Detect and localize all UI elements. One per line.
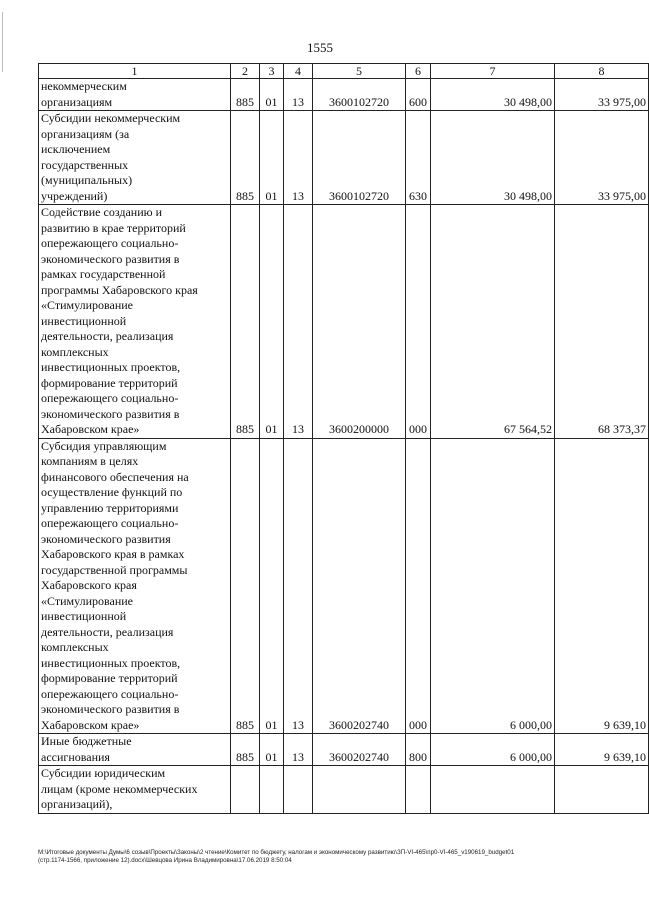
cell-c8: 9 639,10	[555, 438, 649, 734]
row-name-line: опережающего социально-	[41, 391, 179, 405]
cell-c8	[555, 766, 649, 814]
row-name-line: деятельности, реализация	[41, 624, 174, 639]
cell-c2: 885	[231, 79, 260, 111]
footer-info-line: (стр.1174-1566, приложение 12).docx\Шевцова Ирина Владимировна\17.06.2019 8:50:04	[38, 857, 292, 864]
row-name-line: экономического развития в	[41, 251, 180, 266]
row-name-line: инвестиционной	[41, 609, 127, 623]
cell-c7	[431, 766, 555, 814]
row-name-line: формирование территорий	[41, 375, 178, 390]
table-row	[39, 438, 649, 734]
budget-table	[38, 63, 649, 814]
cell-c7: 67 564,52	[431, 205, 555, 439]
document-footer	[38, 849, 628, 865]
row-name-cell	[39, 734, 231, 766]
row-name-line: организациям (за	[41, 126, 130, 141]
table-row	[39, 766, 649, 814]
cell-c8: 9 639,10	[555, 734, 649, 766]
row-name-line: исключением	[41, 142, 111, 156]
row-name-line: опережающего социально-	[41, 516, 179, 530]
row-name-line: инвестиционных проектов,	[41, 655, 181, 670]
row-name-cell	[39, 205, 231, 439]
cell-c7: 30 498,00	[431, 79, 555, 111]
row-name-line: развитию в крае территорий	[41, 220, 186, 235]
cell-c5: 3600202740	[313, 438, 406, 734]
footer-path-line: M:\Итоговые документы Думы\6 созыв\Проекты\Законы\2 чтение\Комитет по бюджету, налогам и экономическому развитию\ЗП-VI-465\пр0-VI-465_v190619_budget01	[38, 849, 515, 856]
row-name-line: Содействие созданию и	[41, 205, 163, 219]
row-name-line: компаниям в целях	[41, 454, 139, 468]
row-name-line: некоммерческим	[41, 79, 127, 93]
row-name-line: формирование территорий	[41, 671, 178, 685]
row-name-line: инвестиционных проектов,	[41, 360, 181, 374]
row-name-line: Субсидия управляющим	[41, 438, 167, 453]
row-name-line: организаций),	[41, 797, 113, 811]
cell-c6: 630	[406, 111, 431, 205]
cell-c5: 3600200000	[313, 205, 406, 439]
cell-c2: 885	[231, 205, 260, 439]
col-header: 4	[284, 64, 313, 79]
cell-c2: 885	[231, 111, 260, 205]
row-name-line: организациям	[41, 94, 113, 109]
cell-c8: 33 975,00	[555, 111, 649, 205]
row-name-line: Субсидии некоммерческим	[41, 111, 181, 125]
table-row	[39, 111, 649, 205]
row-name-line: Хабаровского края в рамках	[41, 547, 185, 561]
col-header: 8	[555, 64, 649, 79]
cell-c7: 6 000,00	[431, 734, 555, 766]
col-header: 7	[431, 64, 555, 79]
col-header: 3	[260, 64, 284, 79]
row-name-line: экономического развития в	[41, 702, 180, 716]
cell-c5: 3600102720	[313, 111, 406, 205]
cell-c6: 600	[406, 79, 431, 111]
row-name-line: Иные бюджетные	[41, 734, 132, 748]
cell-c6: 000	[406, 205, 431, 439]
cell-c2: 885	[231, 734, 260, 766]
table-row	[39, 79, 649, 111]
row-name-line: инвестиционной	[41, 313, 127, 328]
row-name-line: опережающего социально-	[41, 686, 179, 701]
row-name-line: Хабаровском крае»	[41, 422, 140, 436]
row-name-line: учреждений)	[41, 188, 108, 203]
row-name-line: комплексных	[41, 344, 109, 359]
cell-c4: 13	[284, 734, 313, 766]
row-name-line: государственной программы	[41, 562, 188, 577]
row-name-line: экономического развития	[41, 531, 171, 546]
cell-c2	[231, 766, 260, 814]
row-name-line: «Стимулирование	[41, 298, 133, 312]
cell-c7: 30 498,00	[431, 111, 555, 205]
row-name-line: осуществление функций по	[41, 485, 183, 499]
row-name-line: комплексных	[41, 640, 109, 654]
cell-c4: 13	[284, 111, 313, 205]
cell-c8: 68 373,37	[555, 205, 649, 439]
col-header: 6	[406, 64, 431, 79]
table-row	[39, 734, 649, 766]
row-name-line: управлению территориями	[41, 500, 179, 515]
row-name-line: лицам (кроме некоммерческих	[41, 781, 198, 796]
row-name-line: Хабаровского края	[41, 578, 137, 592]
col-header: 5	[313, 64, 406, 79]
row-name-line: Хабаровском крае»	[41, 717, 140, 732]
row-name-line: Субсидии юридическим	[41, 766, 166, 780]
row-name-line: финансового обеспечения на	[41, 469, 189, 484]
cell-c6: 800	[406, 734, 431, 766]
col-header: 2	[231, 64, 260, 79]
row-name-line: ассигнования	[41, 749, 110, 764]
cell-c3: 01	[260, 79, 284, 111]
cell-c2: 885	[231, 438, 260, 734]
row-name-cell	[39, 79, 231, 111]
row-name-line: рамках государственной	[41, 267, 166, 281]
cell-c4: 13	[284, 79, 313, 111]
cell-c3: 01	[260, 111, 284, 205]
cell-c6: 000	[406, 438, 431, 734]
cell-c3: 01	[260, 205, 284, 439]
col-header: 1	[39, 64, 231, 79]
row-name-line: «Стимулирование	[41, 593, 133, 608]
row-name-cell	[39, 766, 231, 814]
row-name-line: деятельности, реализация	[41, 329, 174, 343]
row-name-cell	[39, 111, 231, 205]
cell-c7: 6 000,00	[431, 438, 555, 734]
row-name-cell	[39, 438, 231, 734]
cell-c4: 13	[284, 438, 313, 734]
cell-c5: 3600102720	[313, 79, 406, 111]
cell-c3	[260, 766, 284, 814]
table-header-row	[39, 64, 649, 79]
row-name-line: экономического развития в	[41, 406, 180, 421]
table-row	[39, 205, 649, 439]
cell-c6	[406, 766, 431, 814]
cell-c5	[313, 766, 406, 814]
cell-c4	[284, 766, 313, 814]
row-name-line: государственных	[41, 157, 129, 172]
row-name-line: опережающего социально-	[41, 236, 179, 250]
page-number: 1555	[307, 40, 333, 55]
cell-c3: 01	[260, 438, 284, 734]
cell-c3: 01	[260, 734, 284, 766]
cell-c4: 13	[284, 205, 313, 439]
cell-c5: 3600202740	[313, 734, 406, 766]
row-name-line: программы Хабаровского края	[41, 282, 198, 297]
cell-c8: 33 975,00	[555, 79, 649, 111]
row-name-line: (муниципальных)	[41, 173, 133, 187]
